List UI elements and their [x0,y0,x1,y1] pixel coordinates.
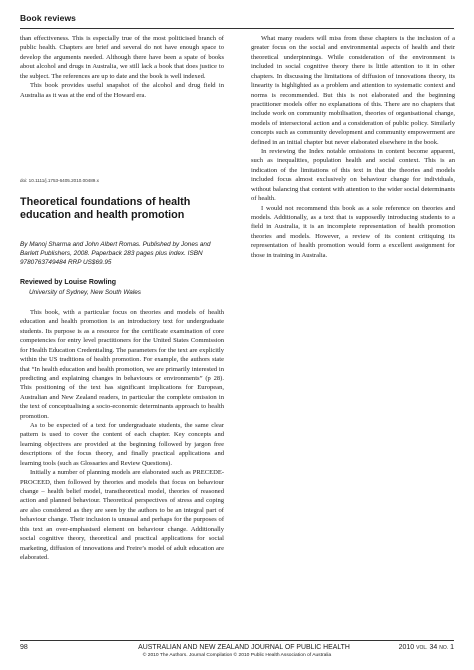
reviewer-name: Reviewed by Louise Rowling [20,279,117,286]
no-label: NO. [439,645,449,651]
volume-issue [399,644,454,651]
footer-divider [20,640,454,641]
doi-line: doi: 10.1111/j.1753-6405.2010.00489.x [20,178,99,183]
reviewer-affiliation: University of Sydney, New South Wales [29,289,142,296]
paragraph: Initially a number of planning models are elaborated such as PRECEDE-PROCEED, then followed by theories and models that focus on behaviour change – health belief model, transtheoretical model, theories of reasoned action and planned behaviour. Theoretical perspectives of stress and coping are also considered as they are seen by the authors to be an integral part of behaviour change. Their inclusion is unusual and perhaps for the purposes of this text an over-emphasised element on behaviour change. Additionally social cognitive theory, theoretical and practical applications for social marketing, diffusion of innovations and Freire’s model of adult education are elaborated. [20,469,224,561]
issue-number: 1 [450,644,454,651]
journal-name: AUSTRALIAN AND NEW ZEALAND JOURNAL OF PUBLIC HEALTH [138,644,350,651]
review-body-right [251,34,455,260]
paragraph: What many readers will miss from these chapters is the inclusion of a greater focus on the social and environmental aspects of health and their theoretical underpinnings. While consideration of the environment is included in social cognitive theory there is little attention to it in other chapters. In discussing the limitations of diffusion of innovations theory, its linearity is highlighted as a problem and attention to systematic context and norms is recommended. But this is not elaborated and the beginning practitioner models offer no explanations of this. There are no chapters that include work on community mobilisation, theories of organisational change, models of intersectoral action and a consideration of public policy. Similarly concepts such as community development and community empowerment are defined in an initial chapter but never elaborated elsewhere in the book. [251,35,455,146]
paragraph: This book provides useful snapshot of the alcohol and drug field in Australia as it was at the end of the Howard era. [20,82,224,99]
year: 2010 [398,644,415,651]
book-details: By Manoj Sharma and John Albert Romas. Published by Jones and Barlett Publishers, 2008. Paperback 283 pages plus index. ISBN 9780763749484 RRP US$69.95 [20,241,211,267]
review-title: Theoretical foundations of health education and health promotion [20,196,191,222]
vol-label: VOL. [416,645,428,651]
paragraph: As to be expected of a text for undergraduate students, the same clear pattern is used to cover the content of each chapter. Key concepts and learning objectives are provided at the beginning followed by jargon free descriptions of the focus theory, and finally practical applications and learning tools (such as Glossaries and Review Questions). [20,422,224,467]
page-number: 98 [20,644,28,651]
volume-number: 34 [429,644,438,651]
section-label: Book reviews [20,13,77,23]
review-body-left [20,308,224,562]
previous-review-continuation [20,34,224,100]
paragraph: This book, with a particular focus on theories and models of health education and health promotion is an introductory text for undergraduate students. Its purpose is as a resource for the certificate examination of core competencies for entry level practitioners for the United States Commission for Health Education Credentialing. The parameters for the text are explicitly within the US traditions of health promotion. For example, the authors state that “In health education and health promotion, we are primarily interested in predicting and explaining changes in behaviours or environments” (p 28). This positioning of the text has significant implications for European, Australian and New Zealand readers, in particular the complete omission in the text of conceptualising a socio-economic determinants approach to health promotion. [20,309,224,420]
paragraph: In reviewing the Index notable omissions in content become apparent, such as inequalities, population health and social context. This is an indication of the limitations of this text in that the theories and models included focus almost exclusively on behaviour change for individuals, without balancing that content with attention to the wider social determinants of health. [251,148,455,203]
paragraph: I would not recommend this book as a sole reference on theories and models. Additionally, as a text that is supposedly introducing students to a field in Australia, it is an incomplete representation of health promotion theories and models. However, a review of its content critiquing its representation of health promotion would form a excellent assignment for those in training in Australia. [251,204,455,259]
copyright-line: © 2010 The Authors. Journal Compilation © 2010 Public Health Association of Australia [142,653,332,658]
paragraph: than effectiveness. This is especially true of the most politicised branch of public health. Chapters are brief and several do not have enough space to develop the arguments needed. Although there have been a spate of books about alcohol and drugs in Australia, we still lack a book that does justice to the subject. The references are up to date and the book is well indexed. [20,35,224,80]
header-divider [20,28,454,29]
